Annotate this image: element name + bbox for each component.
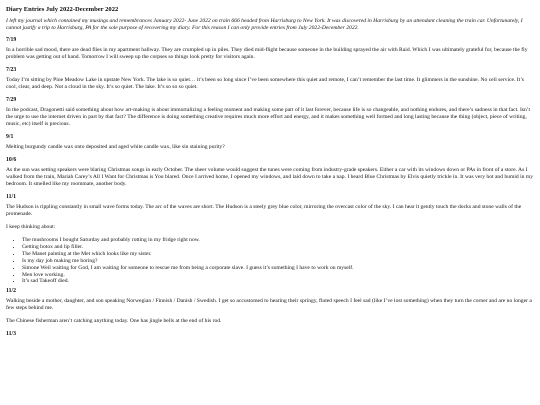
list-item: • Getting botox and lip filler. [22, 244, 534, 251]
diary-entry [6, 331, 534, 338]
entry-date: 7/19 [6, 37, 17, 43]
entry-date: 9/1 [6, 134, 14, 140]
entry-date: 10/6 [6, 157, 17, 163]
entry-paragraph: I keep thinking about: [6, 224, 56, 230]
entry-paragraph: As the sun was setting speakers were blaring Christmas songs in early October. The sheer volume would suggest the tunes were coming from industry-grade speakers. Either a car with its windows down or PAs in front of a store. As I walked from the train, Mariah Carey’s All I Want for Christmas is You blared. Once I arrived home, I opened my windows, and laid down to take a nap. I heard Blue Christmas by Elvis quietly trickle in. It was very hot and humid in my bedroom. It smelled like my roommate, another body. [6, 167, 534, 187]
entry-date: 11/2 [6, 288, 16, 295]
diary-entry [6, 157, 534, 188]
list-item: • Men love working. [22, 272, 534, 279]
entry-paragraph: Melting burgundy candle wax onto deposited and aged white candle wax, like sin staining purity? [6, 144, 225, 150]
entry-paragraph: In a horrible sad mood, there are dead flies in my apartment hallway. They are crumpled up in piles. They died mid-flight because someone in the building sprayed the air with Raid. Which I was ultimately grateful for, because the fly problem was getting out of hand. Tomorrow I will sweep up the corpses so things look pretty for visitors again. [6, 47, 528, 60]
thoughts-list [6, 237, 534, 285]
diary-entry [6, 97, 534, 128]
entry-date: 11/1 [6, 194, 16, 200]
entry-paragraph: The Hudson is rippling constantly in small wave forms today. The arc of the waves are short. The Hudson is a steely grey blue color, mirroring the overcast color of the sky. I can hear it gently touch the docks and stone walls of the promenade. [6, 204, 522, 217]
entry-paragraph: In the podcast, Dragonetti said something about how art-making is about immortalizing a feeling moment and making some part of it last forever, because life is so changeable, and nothing endures, and there’s sadness in that fact. Isn’t the urge to use the internet driven in part by that fact? The difference is doing something creative requires much more effort and energy, and it makes something well formed and long lasting because the thing (object, piece of writing, music, etc) itself is precious. [6, 107, 531, 127]
list-item: • The Manet painting at the Met which looks like my sister. [22, 251, 534, 258]
diary-entry [6, 288, 534, 325]
entry-paragraph: Today I’m sitting by Pine Meadow Lake in upstate New York. The lake is so quiet… it’s been so long since I’ve been somewhere this quiet and remote, I can’t remember the last time. It glimmers in the sunshine. No cell service. It’s cool, clear, and deep. Not a cloud in the sky. It’s so quiet. The lake. It’s so so so quiet. [6, 77, 524, 90]
diary-entry [6, 134, 534, 151]
entry-paragraph: The Chinese fisherman aren’t catching anything today. One has jingle bells at the end of his rod. [6, 318, 222, 325]
page-title: Diary Entries July 2022-December 2022 [6, 6, 119, 13]
entry-date: 7/23 [6, 67, 17, 73]
diary-entry [6, 37, 534, 61]
diary-entry [6, 67, 534, 91]
list-item: • Is my day job making me boring? [22, 258, 534, 265]
list-item: • It’s sad Takeoff died. [22, 278, 534, 285]
entry-date: 11/3 [6, 331, 16, 338]
entry-paragraph: Walking beside a mother, daughter, and son speaking Norwegian / Finnish / Danish / Swedish. I get so accustomed to hearing their springy, fluted speech I feel sad (like I’ve lost something) when they turn the corner and are no longer a few steps behind me. [6, 298, 532, 312]
list-item: • The mushrooms I bought Saturday and probably rotting in my fridge right now. [22, 237, 534, 244]
intro-paragraph: I left my journal which contained my musings and remembrances January 2022- June 2022 on train 666 headed from Harrisburg to New York. It was discovered in Harrisburg by an attendant cleaning the train car. Unfortunately, I cannot justify a trip to Harrisburg, PA for the sole purpose of recovering my diary. For this reason I can only provide entries from July 2022-December 2022. [6, 18, 523, 31]
list-item: • Simone Weil waiting for God, I am waiting for someone to rescue me from being a corporate slave. I guess it’s something I have to work on myself. [22, 265, 534, 272]
entry-date: 7/29 [6, 97, 17, 103]
diary-entry [6, 194, 534, 285]
